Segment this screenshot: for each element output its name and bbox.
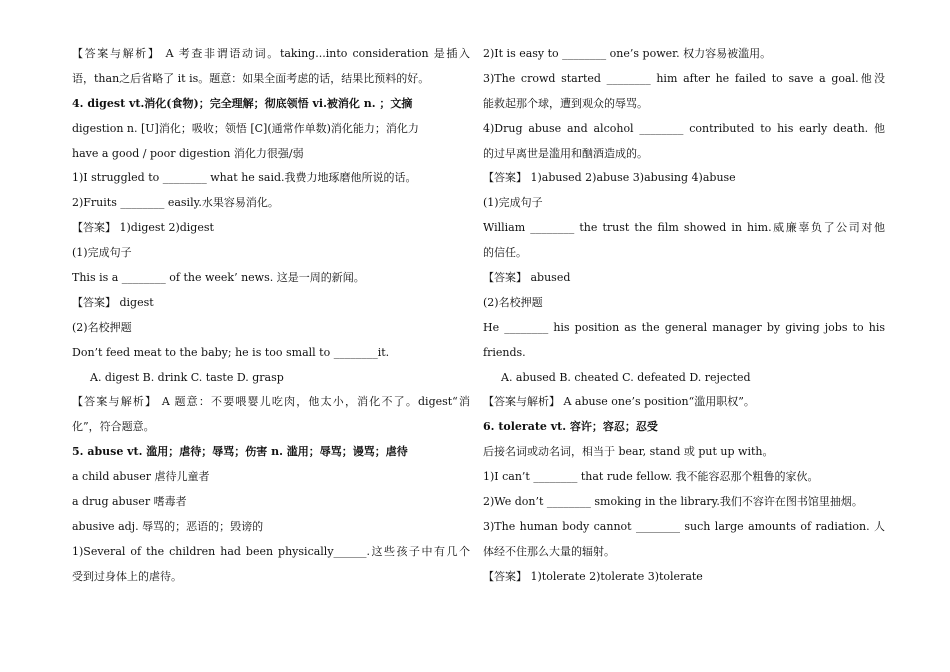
text-line: 4)Drug abuse and alcohol ________ contributed to his early death. 他 <box>483 121 885 135</box>
options-line: A. digest B. drink C. taste D. grasp <box>90 370 284 384</box>
text-line: 的信任。 <box>483 246 527 260</box>
text-line: (2)名校押题 <box>72 320 132 334</box>
section-heading-abuse: 5. abuse vt. 滥用；虐待；辱骂；伤害 n. 滥用；辱骂；谩骂；虐待 <box>72 445 408 459</box>
text-line: a child abuser 虐待儿童者 <box>72 470 210 484</box>
text-line: 1)I can’t ________ that rude fellow. 我不能容忍那个粗鲁的家伙。 <box>483 470 819 484</box>
text-line: 3)The human body cannot ________ such large amounts of radiation. 人 <box>483 519 885 533</box>
text-line: 2)It is easy to ________ one’s power. 权力容易被滥用。 <box>483 47 772 60</box>
text-line: abusive adj. 辱骂的；恶语的；毁谤的 <box>72 519 264 533</box>
answer-line: 【答案与解析】 A abuse one’s position“滥用职权”。 <box>483 395 755 409</box>
left-column <box>72 42 470 590</box>
text-line: 3)The crowd started ________ him after he failed to save a goal.他没 <box>483 71 885 85</box>
text-line: digestion n. [U]消化；吸收；领悟 [C](通常作单数)消化能力；消化力 <box>72 121 419 135</box>
text-line: He ________ his position as the general manager by giving jobs to his <box>483 320 885 334</box>
section-heading-tolerate: 6. tolerate vt. 容许；容忍；忍受 <box>483 420 658 434</box>
answer-line: 【答案】 1)digest 2)digest <box>72 221 214 235</box>
answer-line: 【答案】 digest <box>72 295 154 309</box>
answer-line: 【答案】 1)tolerate 2)tolerate 3)tolerate <box>483 569 703 583</box>
text-line: 2)Fruits ________ easily.水果容易消化。 <box>72 196 279 210</box>
text-line: (1)完成句子 <box>483 196 543 210</box>
text-line: 1)I struggled to ________ what he said.我费力地琢磨他所说的话。 <box>72 171 417 185</box>
text-line: 2)We don’t ________ smoking in the library.我们不容许在图书馆里抽烟。 <box>483 495 863 509</box>
text-line: 能救起那个球，遭到观众的辱骂。 <box>483 96 648 110</box>
text-line: 的过早离世是滥用和酗酒造成的。 <box>483 146 648 160</box>
text-line: 语，than之后省略了 it is。题意：如果全面考虑的话，结果比预料的好。 <box>72 71 430 85</box>
text-line: 受到过身体上的虐待。 <box>72 569 182 583</box>
answer-line: 【答案与解析】 A 题意：不要喂婴儿吃肉，他太小，消化不了。digest“消 <box>72 395 470 409</box>
answer-line: 【答案】 abused <box>483 271 571 285</box>
options-line: A. abused B. cheated C. defeated D. rejected <box>501 370 751 384</box>
text-line: 化”，符合题意。 <box>72 420 155 434</box>
text-line: a drug abuser 嗜毒者 <box>72 495 187 509</box>
text-line: This is a ________ of the week’ news. 这是一周的新闻。 <box>72 271 365 285</box>
text-line: 【答案与解析】 A 考查非谓语动词。taking...into consideration 是插入 <box>72 47 470 60</box>
section-heading-digest: 4. digest vt.消化(食物)；完全理解；彻底领悟 vi.被消化 n. ；文摘 <box>72 96 413 110</box>
answer-line: 【答案】 1)abused 2)abuse 3)abusing 4)abuse <box>483 171 736 185</box>
text-line: 体经不住那么大量的辐射。 <box>483 544 615 558</box>
text-line: friends. <box>483 345 526 359</box>
text-line: William ________ the trust the film showed in him.威廉辜负了公司对他 <box>483 221 885 235</box>
text-line: Don’t feed meat to the baby; he is too small to ________it. <box>72 345 390 359</box>
text-line: (2)名校押题 <box>483 295 543 309</box>
text-line: 1)Several of the children had been physically______.这些孩子中有几个 <box>72 544 470 558</box>
text-line: (1)完成句子 <box>72 246 132 260</box>
right-column <box>483 42 885 590</box>
text-line: 后接名词或动名词，相当于 bear, stand 或 put up with。 <box>483 445 774 459</box>
text-line: have a good / poor digestion 消化力很强/弱 <box>72 146 304 160</box>
